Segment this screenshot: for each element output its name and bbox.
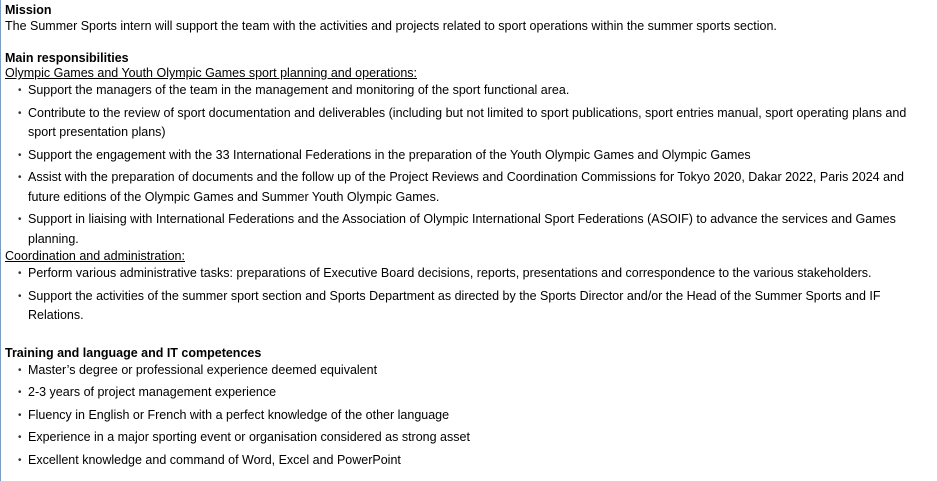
mission-text: The Summer Sports intern will support the team with the activities and projects related to sport operations within the summer sports section. bbox=[5, 19, 777, 33]
list-item bbox=[5, 406, 937, 426]
bullet-icon: • bbox=[18, 107, 22, 119]
bullet-icon: • bbox=[18, 85, 22, 96]
bullet-icon: • bbox=[18, 387, 22, 398]
bullet-icon: • bbox=[18, 364, 22, 376]
mission-heading: Mission bbox=[5, 3, 52, 17]
spacer bbox=[5, 329, 937, 346]
list-item-text: Experience in a major sporting event or organisation considered as strong asset bbox=[28, 430, 470, 444]
list-item-text: Excellent knowledge and command of Word, Excel and PowerPoint bbox=[28, 452, 401, 467]
list-item-text: Support the activities of the summer sport section and Sports Department as directed by the Sports Director and/or the Head of the Summer Sports and IF Relations. bbox=[28, 288, 881, 322]
list-item bbox=[5, 210, 937, 249]
list-item bbox=[5, 361, 937, 381]
list-item bbox=[5, 428, 937, 448]
list-item-text: Assist with the preparation of documents and the follow up of the Project Reviews and Coordination Commissions for Tokyo 2020, Dakar 2022, Paris 2024 and future editions of the Olympic Games and Summer Youth Olympic Games. bbox=[28, 170, 904, 204]
bullet-icon: • bbox=[18, 454, 22, 466]
bullet-icon: • bbox=[18, 409, 22, 421]
list-item bbox=[5, 168, 937, 207]
list-item-text: Contribute to the review of sport documentation and deliverables (including but not limited to sport publications, sport entries manual, sport operating plans and sport presentation plans) bbox=[28, 105, 907, 139]
list-item-text: Support in liaising with International Federations and the Association of Olympic International Sport Federations (ASOIF) to advance the services and Games planning. bbox=[28, 212, 896, 246]
list-item-text: 2-3 years of project management experience bbox=[28, 385, 277, 399]
training-list bbox=[5, 361, 937, 471]
list-item-text: Master’s degree or professional experience deemed equivalent bbox=[28, 362, 378, 377]
bullet-icon: • bbox=[18, 214, 22, 225]
list-item bbox=[5, 104, 937, 143]
bullet-icon: • bbox=[18, 290, 22, 302]
sport-planning-list bbox=[5, 81, 937, 249]
list-item bbox=[5, 451, 937, 471]
responsibilities-heading: Main responsibilities bbox=[5, 51, 129, 65]
bullet-icon: • bbox=[18, 172, 22, 183]
bullet-icon: • bbox=[18, 432, 22, 443]
spacer bbox=[5, 34, 937, 51]
list-item bbox=[5, 287, 937, 326]
training-heading: Training and language and IT competences bbox=[5, 345, 262, 360]
list-item-text: Perform various administrative tasks: preparations of Executive Board decisions, reports, presentations and correspondence to the various stakeholders. bbox=[28, 266, 872, 280]
list-item bbox=[5, 383, 937, 403]
list-item bbox=[5, 146, 937, 166]
list-item-text: Fluency in English or French with a perfect knowledge of the other language bbox=[28, 407, 450, 422]
list-item-text: Support the managers of the team in the management and monitoring of the sport functional area. bbox=[28, 83, 570, 97]
list-item bbox=[5, 81, 937, 101]
list-item-text: Support the engagement with the 33 International Federations in the preparation of the Youth Olympic Games and Olympic Games bbox=[28, 147, 751, 162]
bullet-icon: • bbox=[18, 268, 22, 279]
list-item bbox=[5, 264, 937, 284]
section-title-sport-planning: Olympic Games and Youth Olympic Games sport planning and operations: bbox=[5, 66, 418, 80]
section-title-coordination: Coordination and administration: bbox=[5, 249, 185, 263]
coordination-list bbox=[5, 264, 937, 326]
bullet-icon: • bbox=[18, 149, 22, 161]
